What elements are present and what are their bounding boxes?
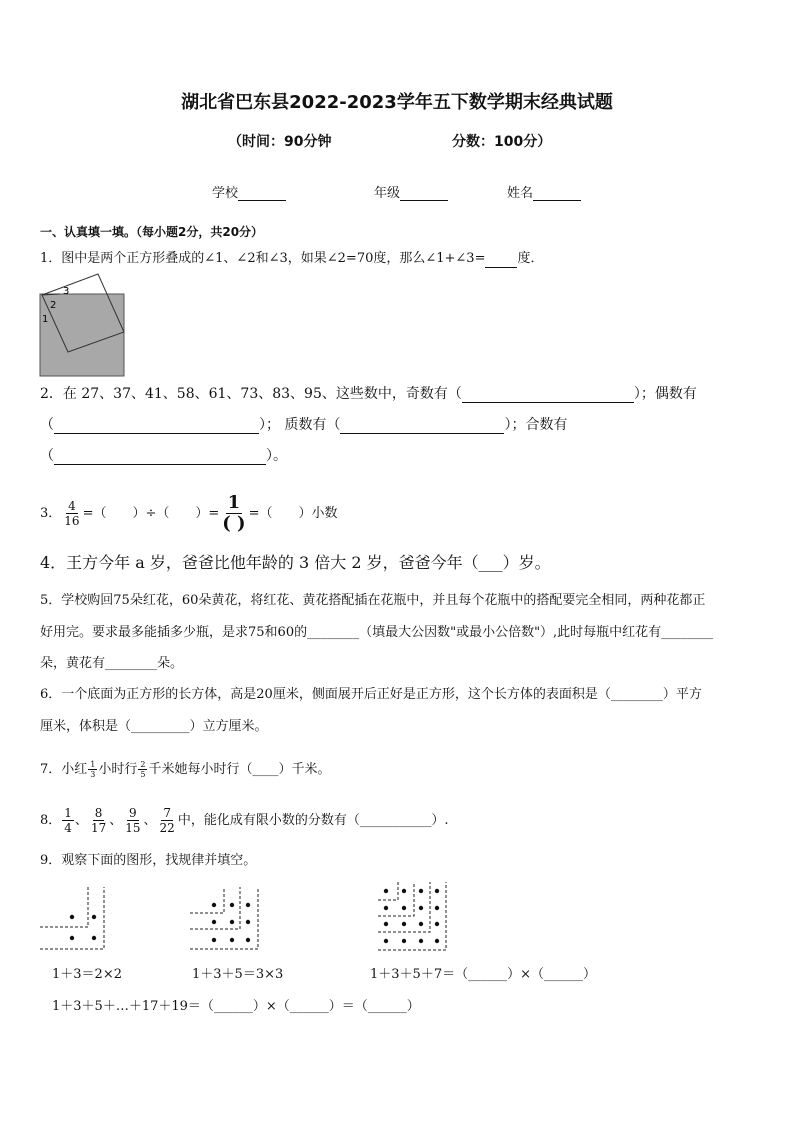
grade-blank[interactable]	[400, 186, 448, 201]
grade-label: 年级	[374, 186, 401, 201]
q7-text-c: 千米她每小时行（____）千米。	[148, 761, 331, 777]
q2-text-d: ）； 质数有（	[259, 417, 341, 433]
composite-blank[interactable]	[54, 450, 266, 465]
q8-separator: 、	[109, 812, 123, 828]
section-heading: 一、认真填一填。（每小题2分，共20分）	[40, 225, 264, 239]
q8-f2-numerator: 8	[94, 806, 103, 820]
q8-f4-denominator: 22	[159, 821, 175, 835]
dot-figure-2x2	[38, 885, 108, 955]
q3-numerator: 4	[68, 499, 76, 513]
q9-equation-1: 1＋3＝2×2	[52, 967, 122, 982]
angle-1-label: 1	[42, 314, 49, 325]
even-blank[interactable]	[54, 419, 259, 434]
q3-tail: =（ ）小数	[248, 505, 338, 521]
grade-field	[374, 182, 448, 201]
name-blank[interactable]	[533, 186, 581, 201]
q7-text-b: 小时行	[98, 761, 138, 777]
school-field	[212, 182, 286, 201]
q7-fraction-1	[88, 760, 97, 779]
question-4: 4．王方今年 a 岁，爸爸比他年龄的 3 倍大 2 岁，爸爸今年（___）岁。	[40, 553, 551, 572]
question-5-line2: 好用完。要求最多能插多少瓶，是求75和60的________（填最大公因数"或最小公倍数"）,此时每瓶中红花有________	[40, 625, 714, 640]
q1-unit: 度．	[517, 251, 544, 266]
dot-figure-4x4	[376, 880, 456, 956]
question-5-line1: 5．学校购回75朵红花，60朵黄花，将红花、黄花搭配插在花瓶中，并且每个花瓶中的搭配要完全相同，两种花都正	[40, 593, 706, 608]
q8-separator: 、	[74, 812, 88, 828]
q8-fraction-3	[123, 806, 142, 835]
q2-text-g: ）。	[266, 448, 287, 464]
q8-f4-numerator: 7	[163, 806, 171, 820]
q2-text-c: （	[40, 417, 54, 433]
q8-f3-denominator: 15	[125, 821, 141, 835]
prime-blank[interactable]	[340, 419, 504, 434]
name-label: 姓名	[507, 186, 534, 201]
q8-number: 8．	[40, 812, 62, 828]
q3-big-fraction	[220, 493, 247, 534]
q7-f2-denominator: 5	[140, 770, 146, 779]
question-6-line2: 厘米，体积是（_________）立方厘米。	[40, 719, 268, 734]
q8-tail: 中，能化成有限小数的分数有（___________）.	[177, 812, 449, 828]
dot-figure-3x3	[188, 885, 268, 955]
q2-text-e: ）；合数有	[504, 417, 568, 433]
q7-f1-denominator: 3	[90, 770, 96, 779]
q8-fraction-2	[89, 806, 108, 835]
q3-big-numerator: 1	[227, 492, 241, 513]
q8-f1-numerator: 1	[64, 806, 72, 820]
odd-blank[interactable]	[462, 388, 634, 403]
q9-equation-2: 1＋3＋5＝3×3	[192, 967, 284, 982]
q8-fraction-1	[62, 806, 74, 835]
score-label: 分数：100分）	[452, 134, 552, 150]
name-field	[507, 182, 581, 201]
school-label: 学校	[212, 186, 239, 201]
q3-fraction	[62, 499, 81, 528]
q2-text-b: ）；偶数有	[633, 386, 697, 402]
q3-number: 3．	[40, 505, 62, 521]
question-6-line1: 6．一个底面为正方形的长方体，高是20厘米，侧面展开后正好是正方形，这个长方体的表面积是（________）平方	[40, 687, 702, 702]
q3-denominator: 16	[64, 514, 80, 528]
time-label: （时间：90分钟	[228, 134, 332, 150]
q8-fraction-4	[158, 806, 177, 835]
q3-big-denominator: ( )	[222, 513, 246, 534]
question-2-line3	[40, 447, 287, 465]
q1-text: 1．图中是两个正方形叠成的∠1、∠2和∠3，如果∠2=70度，那么∠1+∠3=	[40, 251, 486, 266]
q8-f1-denominator: 4	[64, 821, 72, 835]
overlapping-squares-figure	[38, 272, 128, 378]
question-1	[40, 250, 544, 268]
angle-2-label: 2	[50, 300, 57, 311]
q8-f3-numerator: 9	[129, 806, 137, 820]
question-7	[40, 760, 331, 779]
q1-blank[interactable]	[485, 253, 517, 268]
q7-f1-numerator: 1	[90, 760, 96, 769]
q8-f2-denominator: 17	[90, 821, 107, 835]
q7-f2-numerator: 2	[140, 760, 146, 769]
question-3	[40, 493, 337, 534]
angle-3-label: 3	[63, 286, 70, 297]
q3-equation: =（ ）÷（ ）=	[82, 505, 220, 521]
q2-text-f: （	[40, 448, 54, 464]
q7-text-a: 7．小红	[40, 761, 88, 777]
question-2-line1	[40, 385, 697, 403]
q8-separator: 、	[143, 812, 157, 828]
q7-fraction-2	[138, 760, 147, 779]
school-blank[interactable]	[238, 186, 286, 201]
question-5-line3: 朵，黄花有________朵。	[40, 656, 184, 671]
q9-equation-4: 1＋3＋5＋…＋17＋19＝（______）×（______）＝（______）	[52, 999, 420, 1014]
question-9: 9．观察下面的图形，找规律并填空。	[40, 853, 257, 868]
q9-equation-3: 1＋3＋5＋7＝（______）×（______）	[370, 967, 596, 982]
page-title: 湖北省巴东县2022-2023学年五下数学期末经典试题	[181, 92, 613, 113]
question-2-line2	[40, 416, 567, 434]
question-8	[40, 806, 448, 835]
q2-text-a: 2．在 27、37、41、58、61、73、83、95、这些数中，奇数有（	[40, 386, 462, 402]
